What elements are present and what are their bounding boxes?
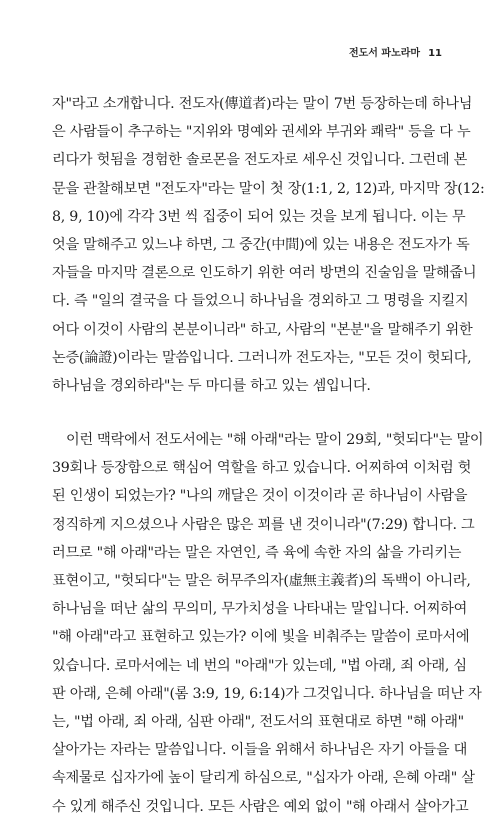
- text-line: 정직하게 지으셨으나 사람은 많은 꾀를 낸 것이니라"(7:29) 합니다. 그: [52, 516, 475, 533]
- text-line: 속제물로 십자가에 높이 달리게 하심으로, "십자가 아래, 은혜 아래" 살: [52, 770, 475, 787]
- text-line: 리다가 헛됨을 경험한 솔로몬을 전도자로 세우신 것입니다. 그런데 본: [52, 152, 468, 169]
- paragraph-1: [52, 90, 485, 400]
- running-header: [349, 44, 442, 59]
- text-line: 은 사람들이 추구하는 "지위와 명예와 권세와 부귀와 쾌락" 등을 다 누: [52, 124, 471, 141]
- text-line: 자"라고 소개합니다. 전도자(傳道者)라는 말이 7번 등장하는데 하나님: [52, 96, 473, 112]
- text-line: 하나님을 경외하라"는 두 마디를 하고 있는 셈입니다.: [52, 377, 371, 394]
- text-line: 된 인생이 되었는가? "나의 깨달은 것이 이것이라 곧 하나님이 사람을: [52, 488, 468, 505]
- text-line: 39회나 등장함으로 핵심어 역할을 하고 있습니다. 어찌하여 이처럼 헛: [52, 460, 472, 477]
- text-line: 있습니다. 로마서에는 네 번의 "아래"가 있는데, "법 아래, 죄 아래, 심: [52, 657, 467, 674]
- text-line: 표현이고, "헛되다"는 말은 허무주의자(虛無主義者)의 독백이 아니라,: [52, 573, 471, 589]
- text-line: 자들을 마지막 결론으로 인도하기 위한 여러 방면의 진술임을 말해줍니: [52, 265, 477, 282]
- text-line: 엇을 말해주고 있느냐 하면, 그 중간(中間)에 있는 내용은 전도자가 독: [52, 236, 470, 253]
- text-line: 하나님을 떠난 삶의 무의미, 무가치성을 나타내는 말입니다. 어찌하여: [52, 601, 468, 618]
- text-line: 러므로 "해 아래"라는 말은 자연인, 즉 육에 속한 자의 삶을 가리키는: [52, 544, 462, 561]
- text-line: 8, 9, 10)에 각각 3번 씩 집중이 되어 있는 것을 보게 됩니다. 이는 무: [52, 208, 466, 225]
- page-marker: 11: [428, 48, 442, 59]
- body-text: [52, 90, 485, 821]
- paragraph-gap: [52, 400, 424, 426]
- text-line: "해 아래"라고 표현하고 있는가? 이에 빛을 비춰주는 말씀이 로마서에: [52, 629, 470, 646]
- text-line: 논증(論證)이라는 말씀입니다. 그러니까 전도자는, "모든 것이 헛되다,: [52, 349, 472, 366]
- text-line: 살아가는 자라는 말씀입니다. 이들을 위해서 하나님은 자기 아들을 대: [52, 742, 468, 759]
- text-line: 어다 이것이 사람의 본분이니라" 하고, 사람의 "본분"을 말해주기 위한: [52, 321, 473, 338]
- text-line: 판 아래, 은혜 아래"(롬 3:9, 19, 6:14)가 그것입니다. 하나님을 떠난 자: [52, 685, 482, 702]
- text-line: 는, "법 아래, 죄 아래, 심판 아래", 전도서의 표현대로 하면 "해 아래": [52, 713, 464, 730]
- text-line: 이런 맥락에서 전도서에는 "해 아래"라는 말이 29회, "헛되다"는 말이: [66, 432, 484, 449]
- text-line: 수 있게 해주신 것입니다. 모든 사람은 예외 없이 "해 아래서 살아가고: [52, 798, 469, 815]
- text-line: 다. 즉 "일의 결국을 다 들었으니 하나님을 경외하고 그 명령을 지킬지: [52, 293, 469, 310]
- paragraph-2: [52, 426, 484, 821]
- running-title: 전도서 파노라마: [348, 48, 421, 59]
- text-line: 문을 관찰해보면 "전도자"라는 말이 첫 장(1:1, 2, 12)과, 마지막 장(12:: [52, 180, 485, 197]
